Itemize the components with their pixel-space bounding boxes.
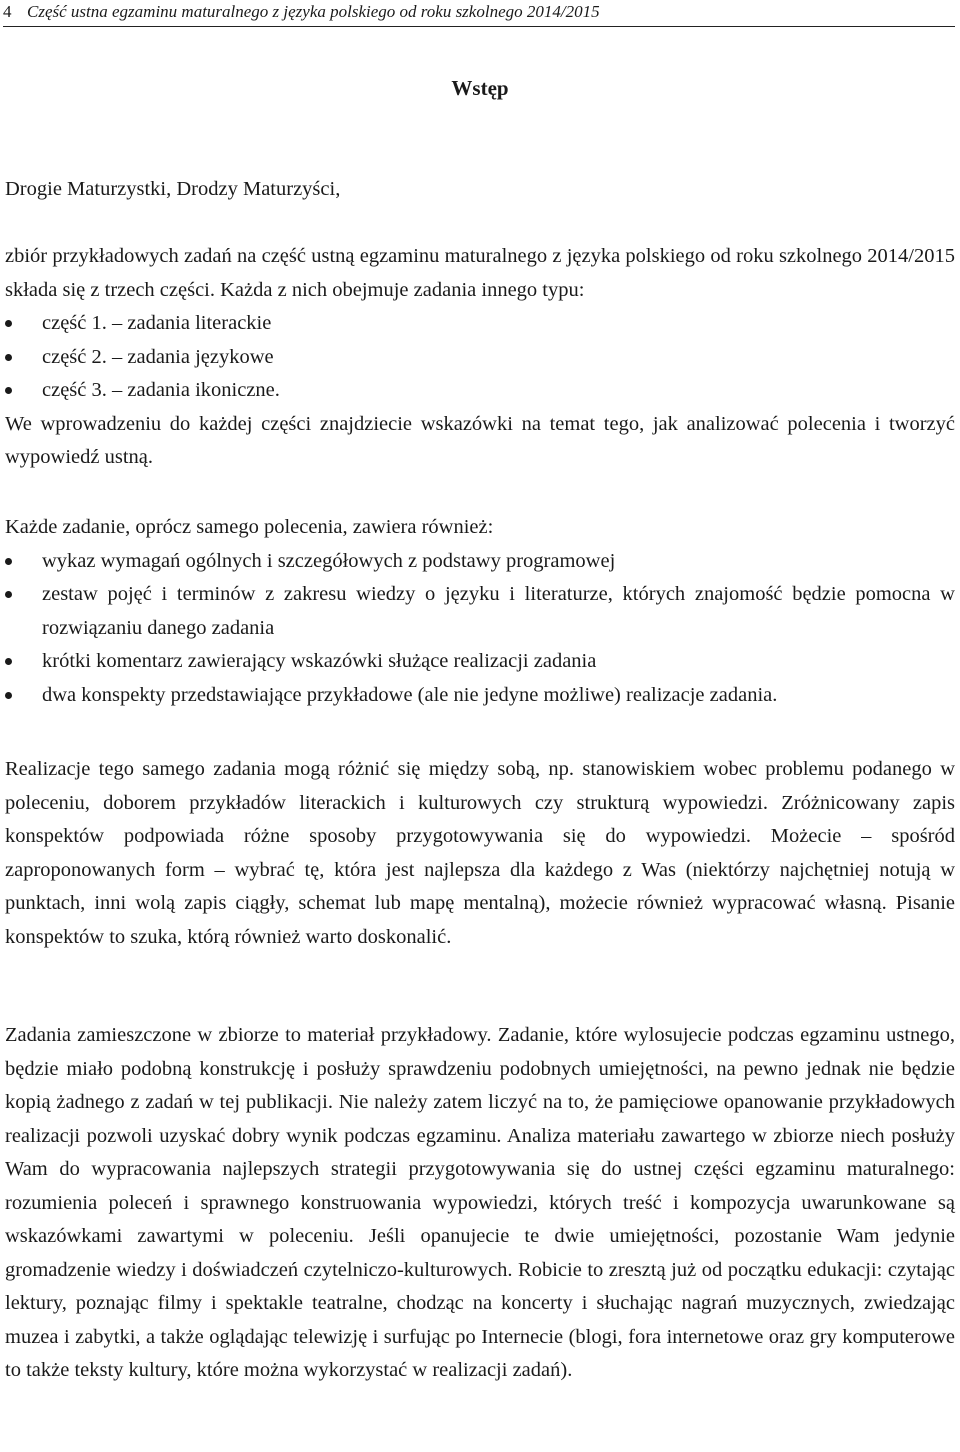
- realizations-section: [5, 753, 955, 954]
- intro-section: [5, 240, 955, 475]
- task-intro-paragraph: Każde zadanie, oprócz samego polecenia, zawiera również:: [5, 516, 494, 538]
- list-item: część 1. – zadania literackie: [5, 307, 955, 341]
- greeting-text: Drogie Maturzystki, Drodzy Maturzyści,: [5, 178, 341, 200]
- parts-note-paragraph: We wprowadzeniu do każdej części znajdziecie wskazówki na temat tego, jak analizować polecenia i tworzyć wypowiedź ustną.: [5, 412, 955, 468]
- task-section: [5, 511, 955, 712]
- page-number: 4: [3, 2, 12, 21]
- tasks-paragraph: Zadania zamieszczone w zbiorze to materiał przykładowy. Zadanie, które wylosujecie podczas egzaminu ustnego, będzie miało podobną konstrukcję i posłuży sprawdzeniu podobnych umiejętności, na pewno jednak nie będzie kopią żadnego z zadań w tej publikacji. Nie należy zatem liczyć na to, że pamięciowe opanowanie przykładowych realizacji pozwoli uzyskać dobry wynik podczas egzaminu. Analiza materiału zawartego w zbiorze niech posłuży Wam do wypracowania najlepszych strategii przygotowywania się do ustnej części egzaminu maturalnego: rozumienia poleceń i sprawnego konstruowania wypowiedzi, których treść i kompozycja uwarunkowane są wskazówkami zawartymi w poleceniu. Jeśli opanujecie te dwie umiejętności, pozostanie Wam jedynie gromadzenie wiedzy i doświadczeń czytelniczo-kulturowych. Robicie to zresztą już od początku edukacji: czytając lektury, poznając filmy i spektakle teatralne, chodząc na koncerty i słuchając nagrań muzycznych, zwiedzając muzea i zabytki, a także oglądając telewizję i surfując po Internecie (blogi, fora internetowe oraz gry komputerowe to także teksty kultury, które można wykorzystać w realizacji zadań).: [5, 1024, 955, 1381]
- intro-paragraph: zbiór przykładowych zadań na część ustną egzaminu maturalnego z języka polskiego od roku szkolnego 2014/2015 składa się z trzech części. Każda z nich obejmuje zadania innego typu:: [5, 245, 955, 301]
- page-header: [3, 0, 955, 27]
- task-items-list: [5, 545, 955, 713]
- running-title: Część ustna egzaminu maturalnego z języka polskiego od roku szkolnego 2014/2015: [27, 2, 600, 21]
- list-item: wykaz wymagań ogólnych i szczegółowych z podstawy programowej: [5, 545, 955, 579]
- list-item: zestaw pojęć i terminów z zakresu wiedzy o języku i literaturze, których znajomość będzie pomocna w rozwiązaniu danego zadania: [5, 578, 955, 645]
- list-item: dwa konspekty przedstawiające przykładowe (ale nie jedyne możliwe) realizacje zadania.: [5, 679, 955, 713]
- list-item: część 2. – zadania językowe: [5, 341, 955, 375]
- tasks-section: [5, 1019, 955, 1388]
- realizations-paragraph: Realizacje tego samego zadania mogą różnić się między sobą, np. stanowiskiem wobec problemu podanego w poleceniu, doborem przykładów literackich i kulturowych czy strukturą wypowiedzi. Zróżnicowany zapis konspektów podpowiada różne sposoby przygotowywania się do wypowiedzi. Możecie – spośród zaproponowanych form – wybrać tę, która jest najlepsza dla każdego z Was (niektórzy najchętniej notują w punktach, inni wolą zapis ciągły, schemat lub mapę mentalną), możecie również wypracować własną. Pisanie konspektów to szuka, którą również warto doskonalić.: [5, 758, 955, 948]
- parts-list: [5, 307, 955, 408]
- list-item: część 3. – zadania ikoniczne.: [5, 374, 955, 408]
- list-item: krótki komentarz zawierający wskazówki służące realizacji zadania: [5, 645, 955, 679]
- greeting: [5, 173, 955, 207]
- section-heading: Wstęp: [451, 76, 509, 100]
